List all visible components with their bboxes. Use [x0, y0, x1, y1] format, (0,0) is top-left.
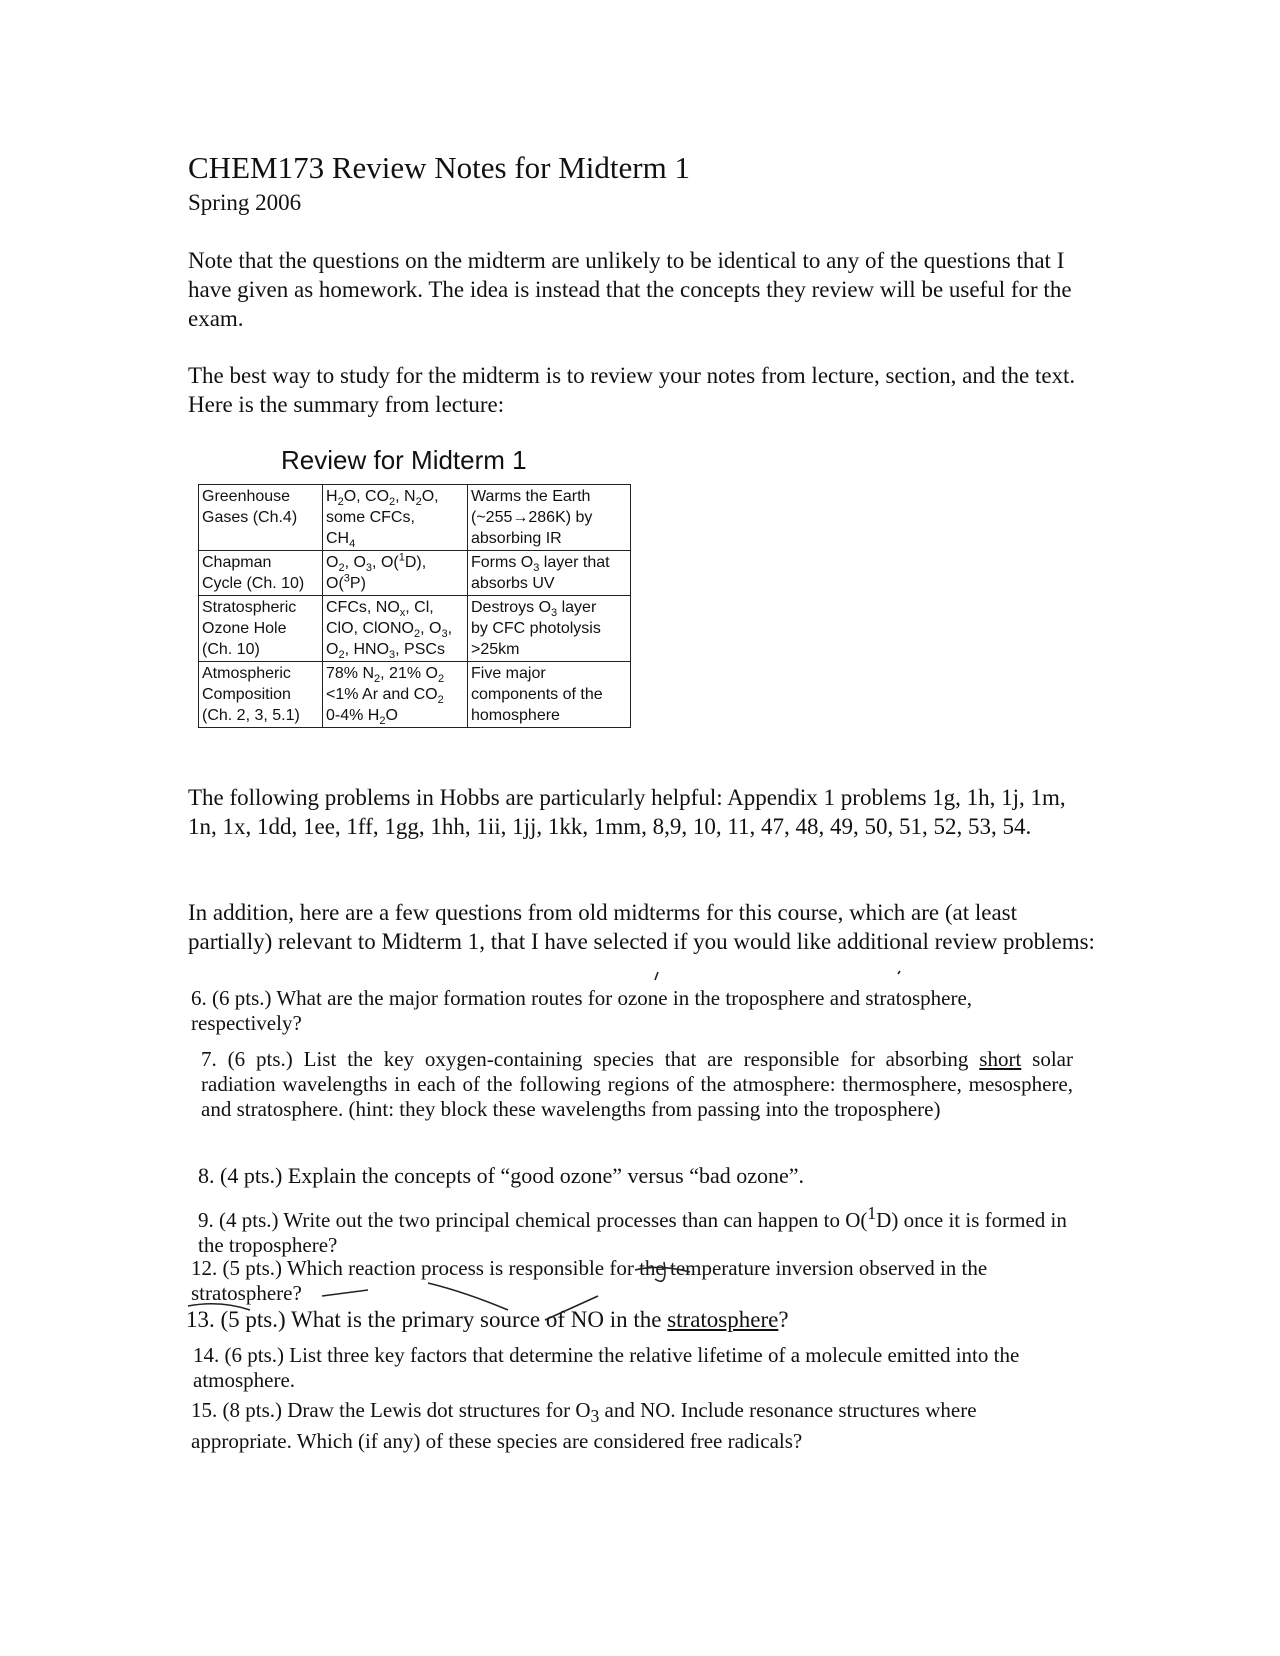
review-table — [198, 484, 631, 728]
table-cell-topic: Greenhouse Gases (Ch.4) — [199, 485, 323, 551]
pen-mark-tick — [898, 971, 900, 974]
old-midterm-intro-paragraph: In addition, here are a few questions from old midterms for this course, which are (at least partially) relevant to Midterm 1, that I have selected if you would like additional review problems: — [188, 900, 1095, 954]
question-13: 13. (5 pts.) What is the primary source of NO in the stratosphere? — [186, 1307, 789, 1332]
table-cell-species: 78% $N_2$, 21% $O_2$ <1% Ar and $CO_2$ 0-4% $H_2O$ — [323, 662, 468, 728]
hobbs-problems-paragraph: The following problems in Hobbs are particularly helpful: Appendix 1 problems 1g, 1h, 1j, 1m, 1n, 1x, 1dd, 1ee, 1ff, 1gg, 1hh, 1ii, 1jj, 1kk, 1mm, 8,9, 10, 11, 47, 48, 49, 50, 51, 52, 53, 54. — [188, 785, 1066, 839]
intro-paragraph: Note that the questions on the midterm are unlikely to be identical to any of the questions that I have given as homework. The idea is instead that the concepts they review will be useful for the exam. — [188, 248, 1072, 331]
table-cell-species: $H_2O$, $CO_2$, $N_2O$, some CFCs, $CH_4$ — [323, 485, 468, 551]
question-8: 8. (4 pts.) Explain the concepts of “good ozone” versus “bad ozone”. — [198, 1163, 805, 1188]
question-15: 15. (8 pts.) Draw the Lewis dot structures for $O_3$ and NO. Include resonance structures where appropriate. Which (if any) of these species are considered free radicals? — [191, 1398, 977, 1454]
table-cell-effect: Forms $O_3$ layer that absorbs UV — [468, 551, 631, 596]
table-cell-topic: Atmospheric Composition (Ch. 2, 3, 5.1) — [199, 662, 323, 728]
document-subtitle: Spring 2006 — [188, 190, 302, 215]
table-cell-effect: Five major components of the homosphere — [468, 662, 631, 728]
review-table-title: Review for Midterm 1 — [281, 445, 527, 475]
question-9: 9. (4 pts.) Write out the two principal chemical processes than can happen to O($^1$D) once it is formed in the troposphere? — [198, 1203, 1067, 1257]
question-7: 7. (6 pts.) List the key oxygen-containing species that are responsible for absorbing short solar radiation wavelengths in each of the following regions of the atmosphere: thermosphere, mesosphere, and stratosphere. (hint: they block these wavelengths from passing into the troposphere) — [201, 1047, 1073, 1121]
table-cell-species: CFCs, $NO_x$, Cl, ClO, ClONO$_2$, $O_3$, $O_2$, $HNO_3$, PSCs — [323, 596, 468, 662]
table-row — [199, 662, 631, 728]
table-row — [199, 551, 631, 596]
study-paragraph: The best way to study for the midterm is to review your notes from lecture, section, and the text. Here is the summary from lecture: — [188, 363, 1076, 417]
pen-mark-accent — [655, 972, 658, 980]
table-cell-topic: Stratospheric Ozone Hole (Ch. 10) — [199, 596, 323, 662]
table-row — [199, 596, 631, 662]
table-cell-effect: Warms the Earth (~255→286K) by absorbing IR — [468, 485, 631, 551]
document-title: CHEM173 Review Notes for Midterm 1 — [188, 150, 690, 185]
table-row — [199, 485, 631, 551]
table-cell-species: $O_2$, $O_3$, O($^1$D), O($^3$P) — [323, 551, 468, 596]
arrow-right-icon: → — [512, 509, 529, 526]
question-6: 6. (6 pts.) What are the major formation routes for ozone in the troposphere and stratosphere, respectively? — [191, 986, 973, 1035]
question-14: 14. (6 pts.) List three key factors that determine the relative lifetime of a molecule emitted into the atmosphere. — [193, 1343, 1020, 1392]
question-12: 12. (5 pts.) Which reaction process is responsible for the temperature inversion observed in the stratosphere? — [191, 1256, 988, 1305]
table-cell-topic: Chapman Cycle (Ch. 10) — [199, 551, 323, 596]
table-cell-effect: Destroys $O_3$ layer by CFC photolysis >25km — [468, 596, 631, 662]
